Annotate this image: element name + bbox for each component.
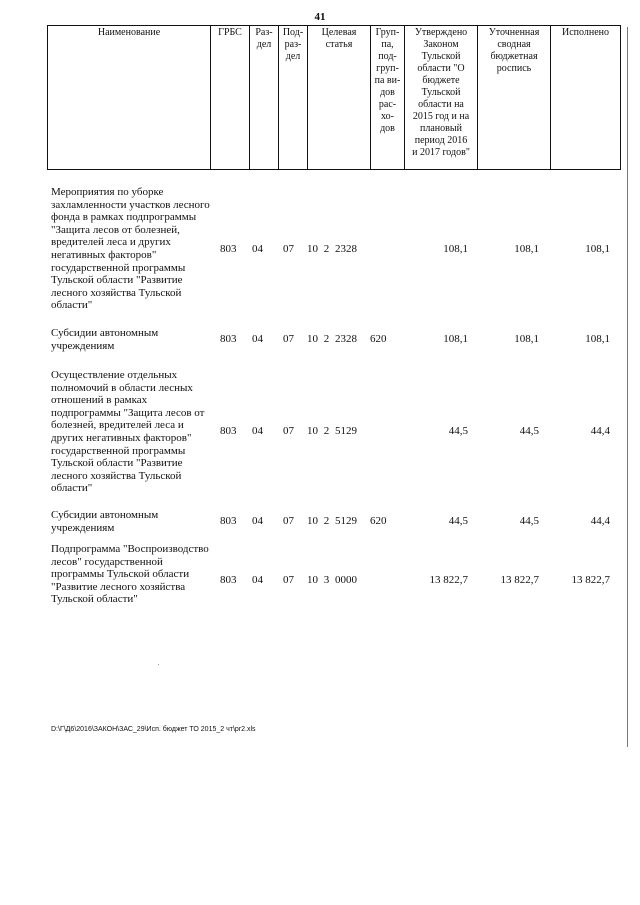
header-podrazdel: Под- раз- дел bbox=[279, 26, 308, 170]
row-grbs: 803 bbox=[220, 425, 237, 437]
row-razdel: 04 bbox=[252, 243, 263, 255]
row-celevaya-statya: 10 2 5129 bbox=[307, 425, 357, 437]
header-utochnennaya: Уточненная сводная бюджетная роспись bbox=[478, 26, 551, 170]
row-name: Подпрограмма "Воспроизводство лесов" государственной программы Тульской области "Развитие лесного хозяйства Тульской области" bbox=[51, 543, 209, 606]
header-grbs: ГРБС bbox=[211, 26, 250, 170]
row-utverzhdeno: 108,1 bbox=[443, 333, 468, 345]
header-utverzhdeno: Утверждено Законом Тульской области "О бюджете Тульской области на 2015 год и на плановый период 2016 и 2017 годов" bbox=[405, 26, 478, 170]
header-celevaya-statya: Целевая статья bbox=[308, 26, 371, 170]
row-ispolneno: 44,4 bbox=[590, 515, 610, 527]
row-celevaya-statya: 10 3 0000 bbox=[307, 574, 357, 586]
row-razdel: 04 bbox=[252, 574, 263, 586]
row-name: Мероприятия по уборке захламленности участков лесного фонда в рамках подпрограммы "Защита лесов от болезней, вредителей леса и других негативных факторов" государственной программы Тульской области "Развитие лесного хозяйства Тульской области" bbox=[51, 186, 210, 312]
row-ispolneno: 13 822,7 bbox=[571, 574, 610, 586]
row-grbs: 803 bbox=[220, 515, 237, 527]
row-razdel: 04 bbox=[252, 425, 263, 437]
row-grbs: 803 bbox=[220, 243, 237, 255]
row-utverzhdeno: 13 822,7 bbox=[429, 574, 468, 586]
row-utochnennaya: 44,5 bbox=[519, 425, 539, 437]
header-ispolneno: Исполнено bbox=[551, 26, 621, 170]
file-path-footer: D:\Г\Д6\2016\ЗАКОН\ЗАС_29\Исп. бюджет ТО 2015_2 чт\pr2.xls bbox=[51, 726, 256, 733]
header-name: Наименование bbox=[48, 26, 211, 170]
row-name: Осуществление отдельных полномочий в области лесных отношений в рамках подпрограммы "Защита лесов от болезней, вредителей леса и других негативных факторов" государственной программы Тульской области "Развитие лесного хозяйства Тульской области" bbox=[51, 369, 205, 495]
row-grbs: 803 bbox=[220, 574, 237, 586]
scan-edge-line bbox=[627, 27, 628, 747]
row-utochnennaya: 108,1 bbox=[514, 243, 539, 255]
row-grbs: 803 bbox=[220, 333, 237, 345]
page-number: 41 bbox=[314, 11, 326, 23]
row-utochnennaya: 13 822,7 bbox=[500, 574, 539, 586]
row-ispolneno: 108,1 bbox=[585, 243, 610, 255]
row-gruppa: 620 bbox=[370, 515, 387, 527]
header-razdel: Раз- дел bbox=[250, 26, 279, 170]
row-celevaya-statya: 10 2 2328 bbox=[307, 243, 357, 255]
row-utochnennaya: 44,5 bbox=[519, 515, 539, 527]
row-utverzhdeno: 108,1 bbox=[443, 243, 468, 255]
row-name: Субсидии автономным учреждениям bbox=[51, 327, 159, 352]
scan-speck bbox=[158, 664, 159, 665]
row-utverzhdeno: 44,5 bbox=[448, 515, 468, 527]
row-razdel: 04 bbox=[252, 515, 263, 527]
row-podrazdel: 07 bbox=[283, 574, 294, 586]
row-celevaya-statya: 10 2 5129 bbox=[307, 515, 357, 527]
column-header-table bbox=[47, 25, 621, 170]
row-ispolneno: 108,1 bbox=[585, 333, 610, 345]
row-podrazdel: 07 bbox=[283, 425, 294, 437]
row-ispolneno: 44,4 bbox=[590, 425, 610, 437]
row-utochnennaya: 108,1 bbox=[514, 333, 539, 345]
row-podrazdel: 07 bbox=[283, 243, 294, 255]
row-utverzhdeno: 44,5 bbox=[448, 425, 468, 437]
row-podrazdel: 07 bbox=[283, 333, 294, 345]
row-celevaya-statya: 10 2 2328 bbox=[307, 333, 357, 345]
row-gruppa: 620 bbox=[370, 333, 387, 345]
header-gruppa: Груп- па, под- груп- па ви- дов рас- хо- дов bbox=[371, 26, 405, 170]
row-name: Субсидии автономным учреждениям bbox=[51, 509, 159, 534]
row-podrazdel: 07 bbox=[283, 515, 294, 527]
row-razdel: 04 bbox=[252, 333, 263, 345]
